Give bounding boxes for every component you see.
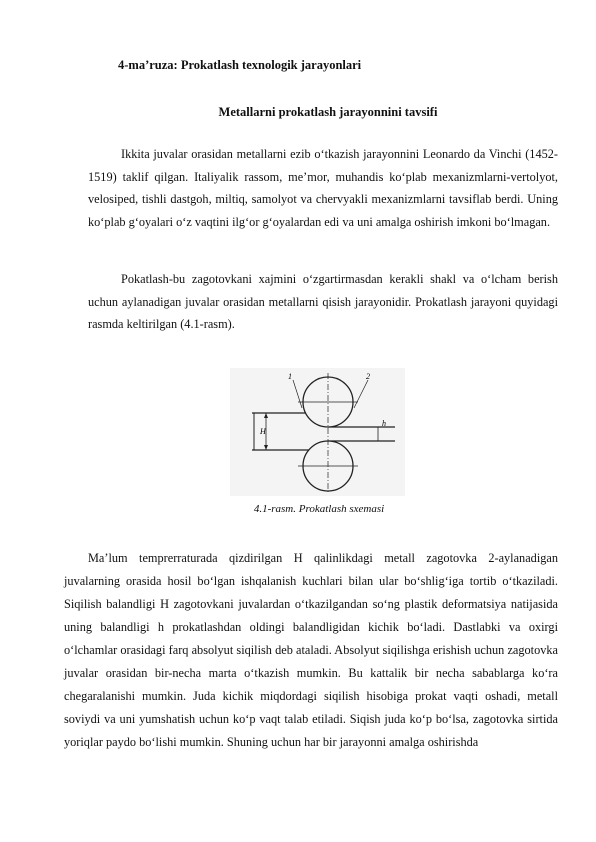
section-title: Metallarni prokatlash jarayonnini tavsifi [218, 105, 438, 119]
paragraph-process: Ma’lum temprerraturada qizdirilgan H qalinlikdagi metall zagotovka 2-aylanadigan juvalarning orasida hosil bo‘lgan ishqalanish kuchlari bilan ular bo‘shlig‘iga tortib o‘tkaziladi. Siqilish balandligi H zagotovkani juvalardan o‘tkazilgandan so‘ng plastik deformatsiya natijasida uning balandligi h prokatlashdan oldingi balandligidan kichik bo‘ladi. Dastlabki va oxirgi o‘lchamlar orasidagi farq absolyut siqilish deb ataladi. Absolyut siqilishga erishish uchun zagotovka juvalar orasidan bir-necha marta o‘tkazish mumkin. Bu kattalik bir necha sabablarga ko‘ra chegaralanishi mumkin. Juda kichik miqdordagi siqilish hisobiga prokat vaqti oshadi, metall soviydi va uni yumshatish uchun ko‘p vaqt talab etiladi. Siqish juda ko‘p bo‘lsa, zagotovka sirtida yoriqlar paydo bo‘lishi mumkin. Shuning uchun har bir jarayonni amalga oshirishda [64, 551, 558, 749]
paragraph-definition: Pokatlash-bu zagotovkani xajmini o‘zgartirmasdan kerakli shakl va o‘lcham berish uchun aylanadigan juvalar orasidan metallarni qisish jarayonidir. Prokatlash jarayoni quyidagi rasmda keltirilgan (4.1-rasm). [88, 272, 558, 331]
paragraph-history: Ikkita juvalar orasidan metallarni ezib o‘tkazish jarayonnini Leonardo da Vinchi (1452-1519) taklif qilgan. Italiyalik rassom, me’mor, muhandis ko‘plab mexanizmlarni-vertolyot, velosiped, tishli dastgoh, miltiq, samolyot va chervyakli mexanizmlarni tavsiflab berdi. Uning ko‘plab g‘oyalari o‘z vaqtini ilg‘or g‘oyalardan edi va uni amalga oshirish imkoni bo‘lmagan. [88, 147, 558, 229]
dimension-H-label: H [260, 427, 266, 436]
label-1: 1 [288, 372, 292, 381]
dimension-h-label: h [382, 419, 386, 428]
rolling-scheme-figure [230, 368, 405, 496]
lecture-title: 4-ma’ruza: Prokatlash texnologik jarayonlari [118, 58, 362, 72]
label-2: 2 [366, 372, 370, 381]
figure-caption: 4.1-rasm. Prokatlash sxemasi [253, 503, 385, 515]
rolling-scheme-diagram [230, 368, 405, 496]
